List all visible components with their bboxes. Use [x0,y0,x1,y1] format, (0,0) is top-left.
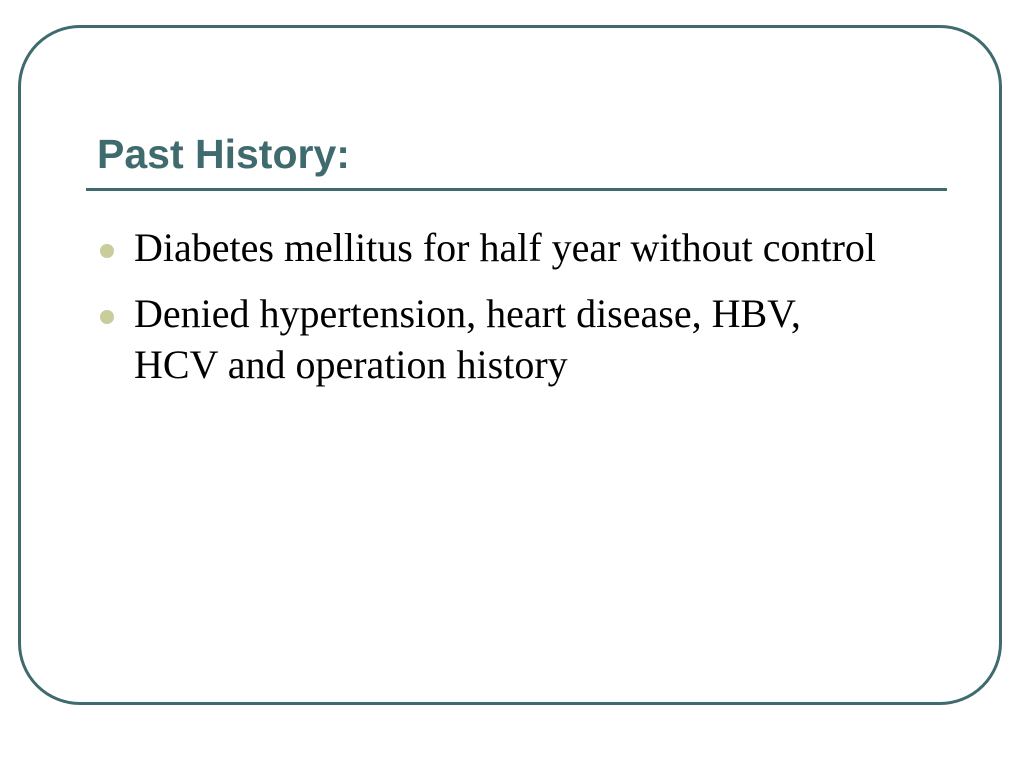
bullet-list [0,222,1024,405]
bullet-text: Diabetes mellitus for half year without control [134,225,877,270]
bullet-item-denied-history [0,288,894,390]
bullet-dot-icon [100,244,114,258]
slide-title: Past History: [97,131,350,177]
bullet-item-diabetes [0,222,894,273]
title-underline [86,188,947,191]
bullet-text: Denied hypertension, heart disease, HBV, HCV and operation history [134,291,801,387]
bullet-dot-icon [100,310,114,324]
